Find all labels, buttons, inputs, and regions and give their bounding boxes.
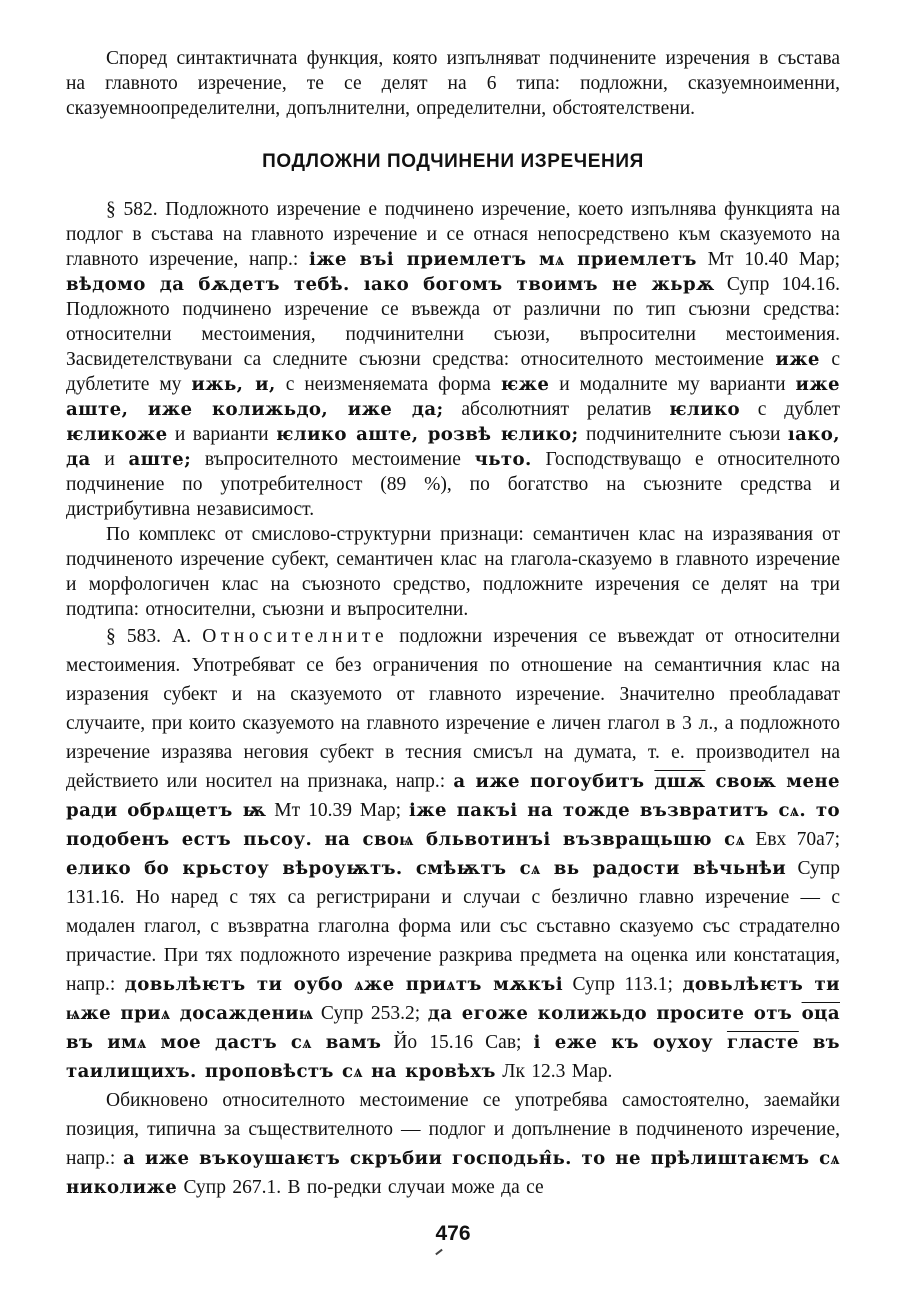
text-run: Обикновено относителното местоимение се употребява самостоятелно, заемайки позиция, типична за съществителното — подлог и допълнение в подчиненото изречение, напр.: <box>66 1090 840 1169</box>
text-run: и модалните му варианти <box>549 374 796 395</box>
paragraph <box>66 622 840 1086</box>
text-run: с неизменяемата форма <box>275 374 501 395</box>
paragraph <box>66 522 840 622</box>
ocs-citation: іже пакъі на тожде възвратитъ сѧ. то подобенъ естъ пьсоу. на своѩ бльвотинъі възвращьшю сѧ <box>66 800 840 850</box>
section-heading: ПОДЛОЖНИ ПОДЧИНЕНИ ИЗРЕЧЕНИЯ <box>262 151 644 172</box>
text-run: Супр 253.2; <box>313 1003 428 1024</box>
ocs-citation: иже аште, иже колижьдо, иже да; <box>66 374 840 420</box>
ocs-citation: ижь, и, <box>191 374 276 395</box>
ocs-citation-titlo: гласте <box>726 1032 799 1053</box>
text-run: Мт 10.40 Мар; <box>696 249 840 270</box>
emphasized-term: Относителните <box>202 626 389 647</box>
ocs-citation: иже <box>775 349 820 370</box>
ocs-citation-titlo: оца <box>801 1003 840 1024</box>
ocs-citation: ѥлико <box>669 399 740 420</box>
ocs-citation: довьлѣѥтъ ти оубо ѧже приѧтъ мѫкъі <box>124 974 564 995</box>
text-run: Супр 267.1. В по-редки случаи може да се <box>177 1177 544 1198</box>
text-run: абсолютният релатив <box>443 399 670 420</box>
paragraph <box>66 46 840 121</box>
ocs-citation: въ имѧ мое дастъ сѧ вамъ <box>66 1032 382 1053</box>
text-run: Супр 131.16. Но наред с тях са регистрирани и случаи с безлично главно изречение — с модален глагол, с възвратна глаголна форма или със съставно сказуемо със страдателно причастие. При тях подложното изречение разкрива предмета на оценка или констатация, напр.: <box>66 858 840 995</box>
paragraph <box>66 1086 840 1202</box>
ocs-citation: въ таилищихъ. проповѣстъ сѧ на кровѣхъ <box>66 1032 840 1082</box>
text-run: въпросителното местоимение <box>191 449 475 470</box>
text-run: с дублет <box>739 399 840 420</box>
text-run: и варианти <box>167 424 277 445</box>
text-run: и <box>90 449 129 470</box>
text-run: Лк 12.3 Мар. <box>495 1061 613 1082</box>
ocs-citation: а иже погоубитъ <box>453 771 655 792</box>
text-run: Мт 10.39 Мар; <box>266 800 409 821</box>
text-run: подложни изречения се въвеждат от относителни местоимения. Употребяват се без ограничения по отношение на семантичния клас на изразения субект и на сказуемото от главното изречение. Значително преобладават случаите, при които сказуемото на главното изречение е личен глагол в 3 л., а подложното изречение изразява неговия субект в тесния смисъл на думата, т. е. производител на действието или носител на признака, напр.: <box>66 626 840 792</box>
ocs-citation: аште; <box>128 449 192 470</box>
text-run: Евх 70а7; <box>745 829 840 850</box>
ocs-citation: чьто. <box>474 449 532 470</box>
ocs-citation: ѥже <box>500 374 550 395</box>
ocs-citation: вѣдомо да бѫдетъ тебѣ. ıако богомъ твоимъ не жьрѫ <box>66 274 715 295</box>
paragraph <box>66 197 840 522</box>
text-run: Йо 15.16 Сав; <box>381 1032 534 1053</box>
ocs-citation: своѭ мене ради обрѧщетъ ѭ <box>66 771 840 821</box>
text-run: Според синтактичната функция, която изпълняват подчинените изречения в състава на главното изречение, те се делят на 6 типа: подложни, сказуемноименни, сказуемноопределителни, допълнителни, определителни, обстоятелствени. <box>66 48 840 119</box>
ocs-citation-titlo: дшѫ <box>654 771 706 792</box>
text-run: § 583. А. <box>106 626 203 647</box>
ocs-citation: елико бо крьстоу вѣроуѭтъ. смѣѭтъ сѧ вь радости вѣчьнѣи <box>66 858 787 879</box>
ocs-citation: ѥликоже <box>66 424 168 445</box>
text-run: подчинителните съюзи <box>578 424 788 445</box>
text-run: с дублетите му <box>66 349 840 395</box>
ocs-citation: а иже въкоушаѥтъ скръбии господьн̂ь. то не прѣлиштаѥмъ сѧ николиже <box>66 1148 841 1198</box>
page-body <box>66 46 840 1202</box>
ocs-citation: і еже къ оухоу <box>533 1032 727 1053</box>
text-run: Господствуващо е относителното подчинение по употребителност (89 %), по богатство на съюзните средства и дистрибутивна независимост. <box>66 449 840 520</box>
text-run: По комплекс от смислово-структурни признаци: семантичен клас на изразявания от подчиненото изречение субект, семантичен клас на глагола-сказуемо в главното изречение и морфологичен клас на съюзното средство, подложните изречения се делят на три подтипа: относителни, съюзни и въпросителни. <box>66 524 840 620</box>
text-run: Супр 113.1; <box>563 974 683 995</box>
ocs-citation: ıако, да <box>66 424 840 470</box>
text-run: Супр 104.16. Подложното подчинено изречение се въвежда от различни по тип съюзни средства: относителни местоимения, подчинителни съюзи, въпросителни местоимения. Засвидетелствувани са следните съюзни средства: относителното местоимение <box>66 274 840 370</box>
scan-artifact-mark <box>435 1249 443 1256</box>
page-number: 476 <box>435 1222 471 1245</box>
text-run: § 582. Подложното изречение е подчинено изречение, което изпълнява функцията на подлог в състава на главното изречение и се отнася непосредствено към сказуемото на главното изречение, напр.: <box>66 199 840 270</box>
ocs-citation: да егоже колижьдо просите отъ <box>427 1003 802 1024</box>
ocs-citation: ѥлико аште, розвѣ ѥлико; <box>276 424 579 445</box>
ocs-citation: довьлѣѥтъ ти ѩже приѧ досаждениѩ <box>66 974 841 1024</box>
ocs-citation: іже въі приемлетъ мѧ приемлетъ <box>309 249 697 270</box>
